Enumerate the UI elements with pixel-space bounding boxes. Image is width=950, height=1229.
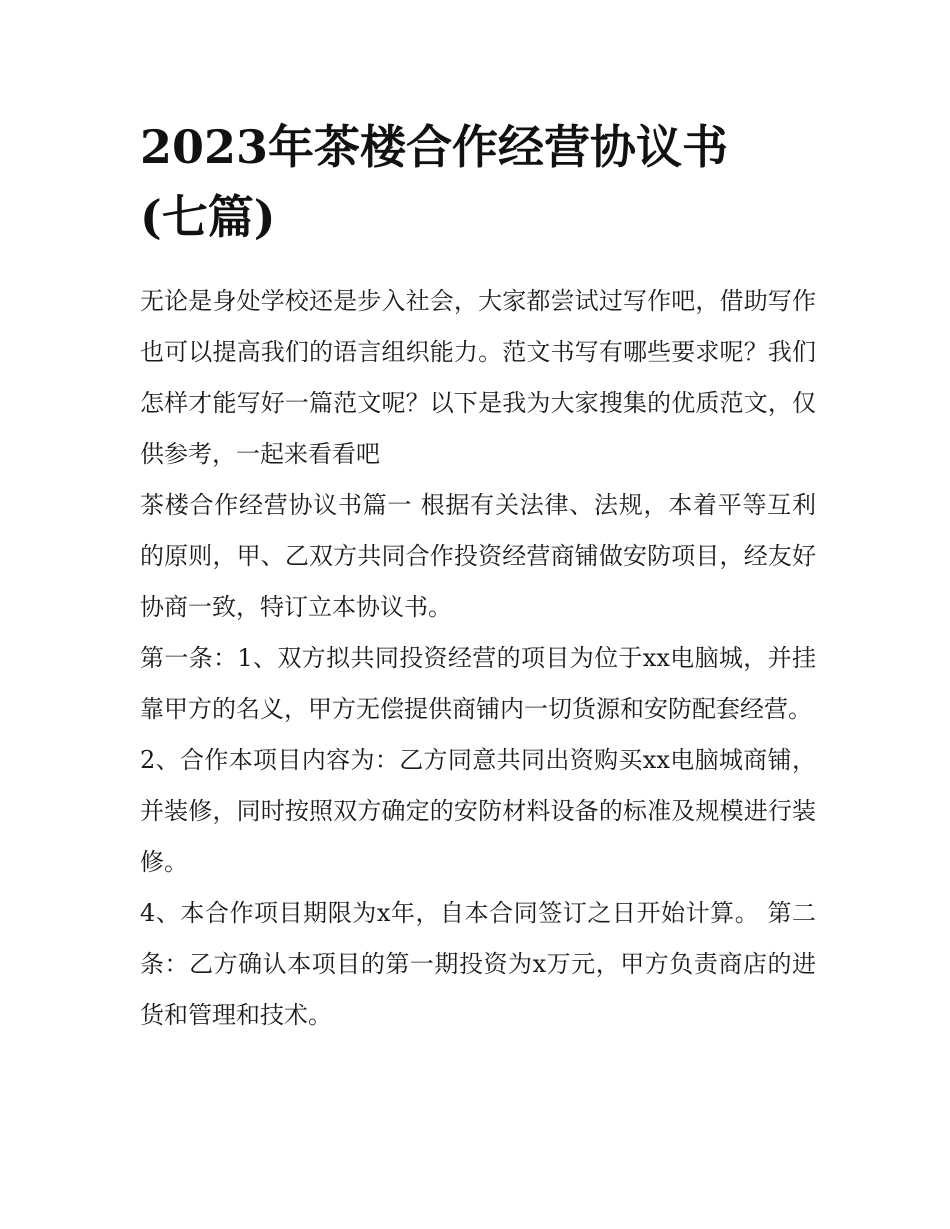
intro-paragraph: 无论是身处学校还是步入社会，大家都尝试过写作吧，借助写作也可以提高我们的语言组织能力。范文书写有哪些要求呢？我们怎样才能写好一篇范文呢？以下是我为大家搜集的优质范文，仅供参考，一起来看看吧 — [140, 287, 816, 468]
article-one-clause-2: 2、合作本项目内容为：乙方同意共同出资购买xx电脑城商铺，并装修，同时按照双方确定的安防材料设备的标准及规模进行装修。 — [140, 746, 816, 876]
document-title — [140, 112, 820, 252]
article-one-clause-4: 4、本合作项目期限为x年，自本合同签订之日开始计算。 第二条：乙方确认本项目的第一期投资为x万元，甲方负责商店的进货和管理和技术。 — [140, 899, 816, 1029]
title-line-1: 2023年茶楼合作经营协议书 — [140, 120, 729, 174]
title-line-2: (七篇) — [140, 190, 276, 244]
document-body — [140, 276, 816, 1041]
agreement-preamble-paragraph: 茶楼合作经营协议书篇一 根据有关法律、法规，本着平等互利的原则，甲、乙双方共同合作投资经营商铺做安防项目，经友好协商一致，特订立本协议书。 — [140, 491, 816, 621]
article-one-clause-1: 第一条：1、双方拟共同投资经营的项目为位于xx电脑城，并挂靠甲方的名义，甲方无偿提供商铺内一切货源和安防配套经营。 — [140, 644, 816, 723]
